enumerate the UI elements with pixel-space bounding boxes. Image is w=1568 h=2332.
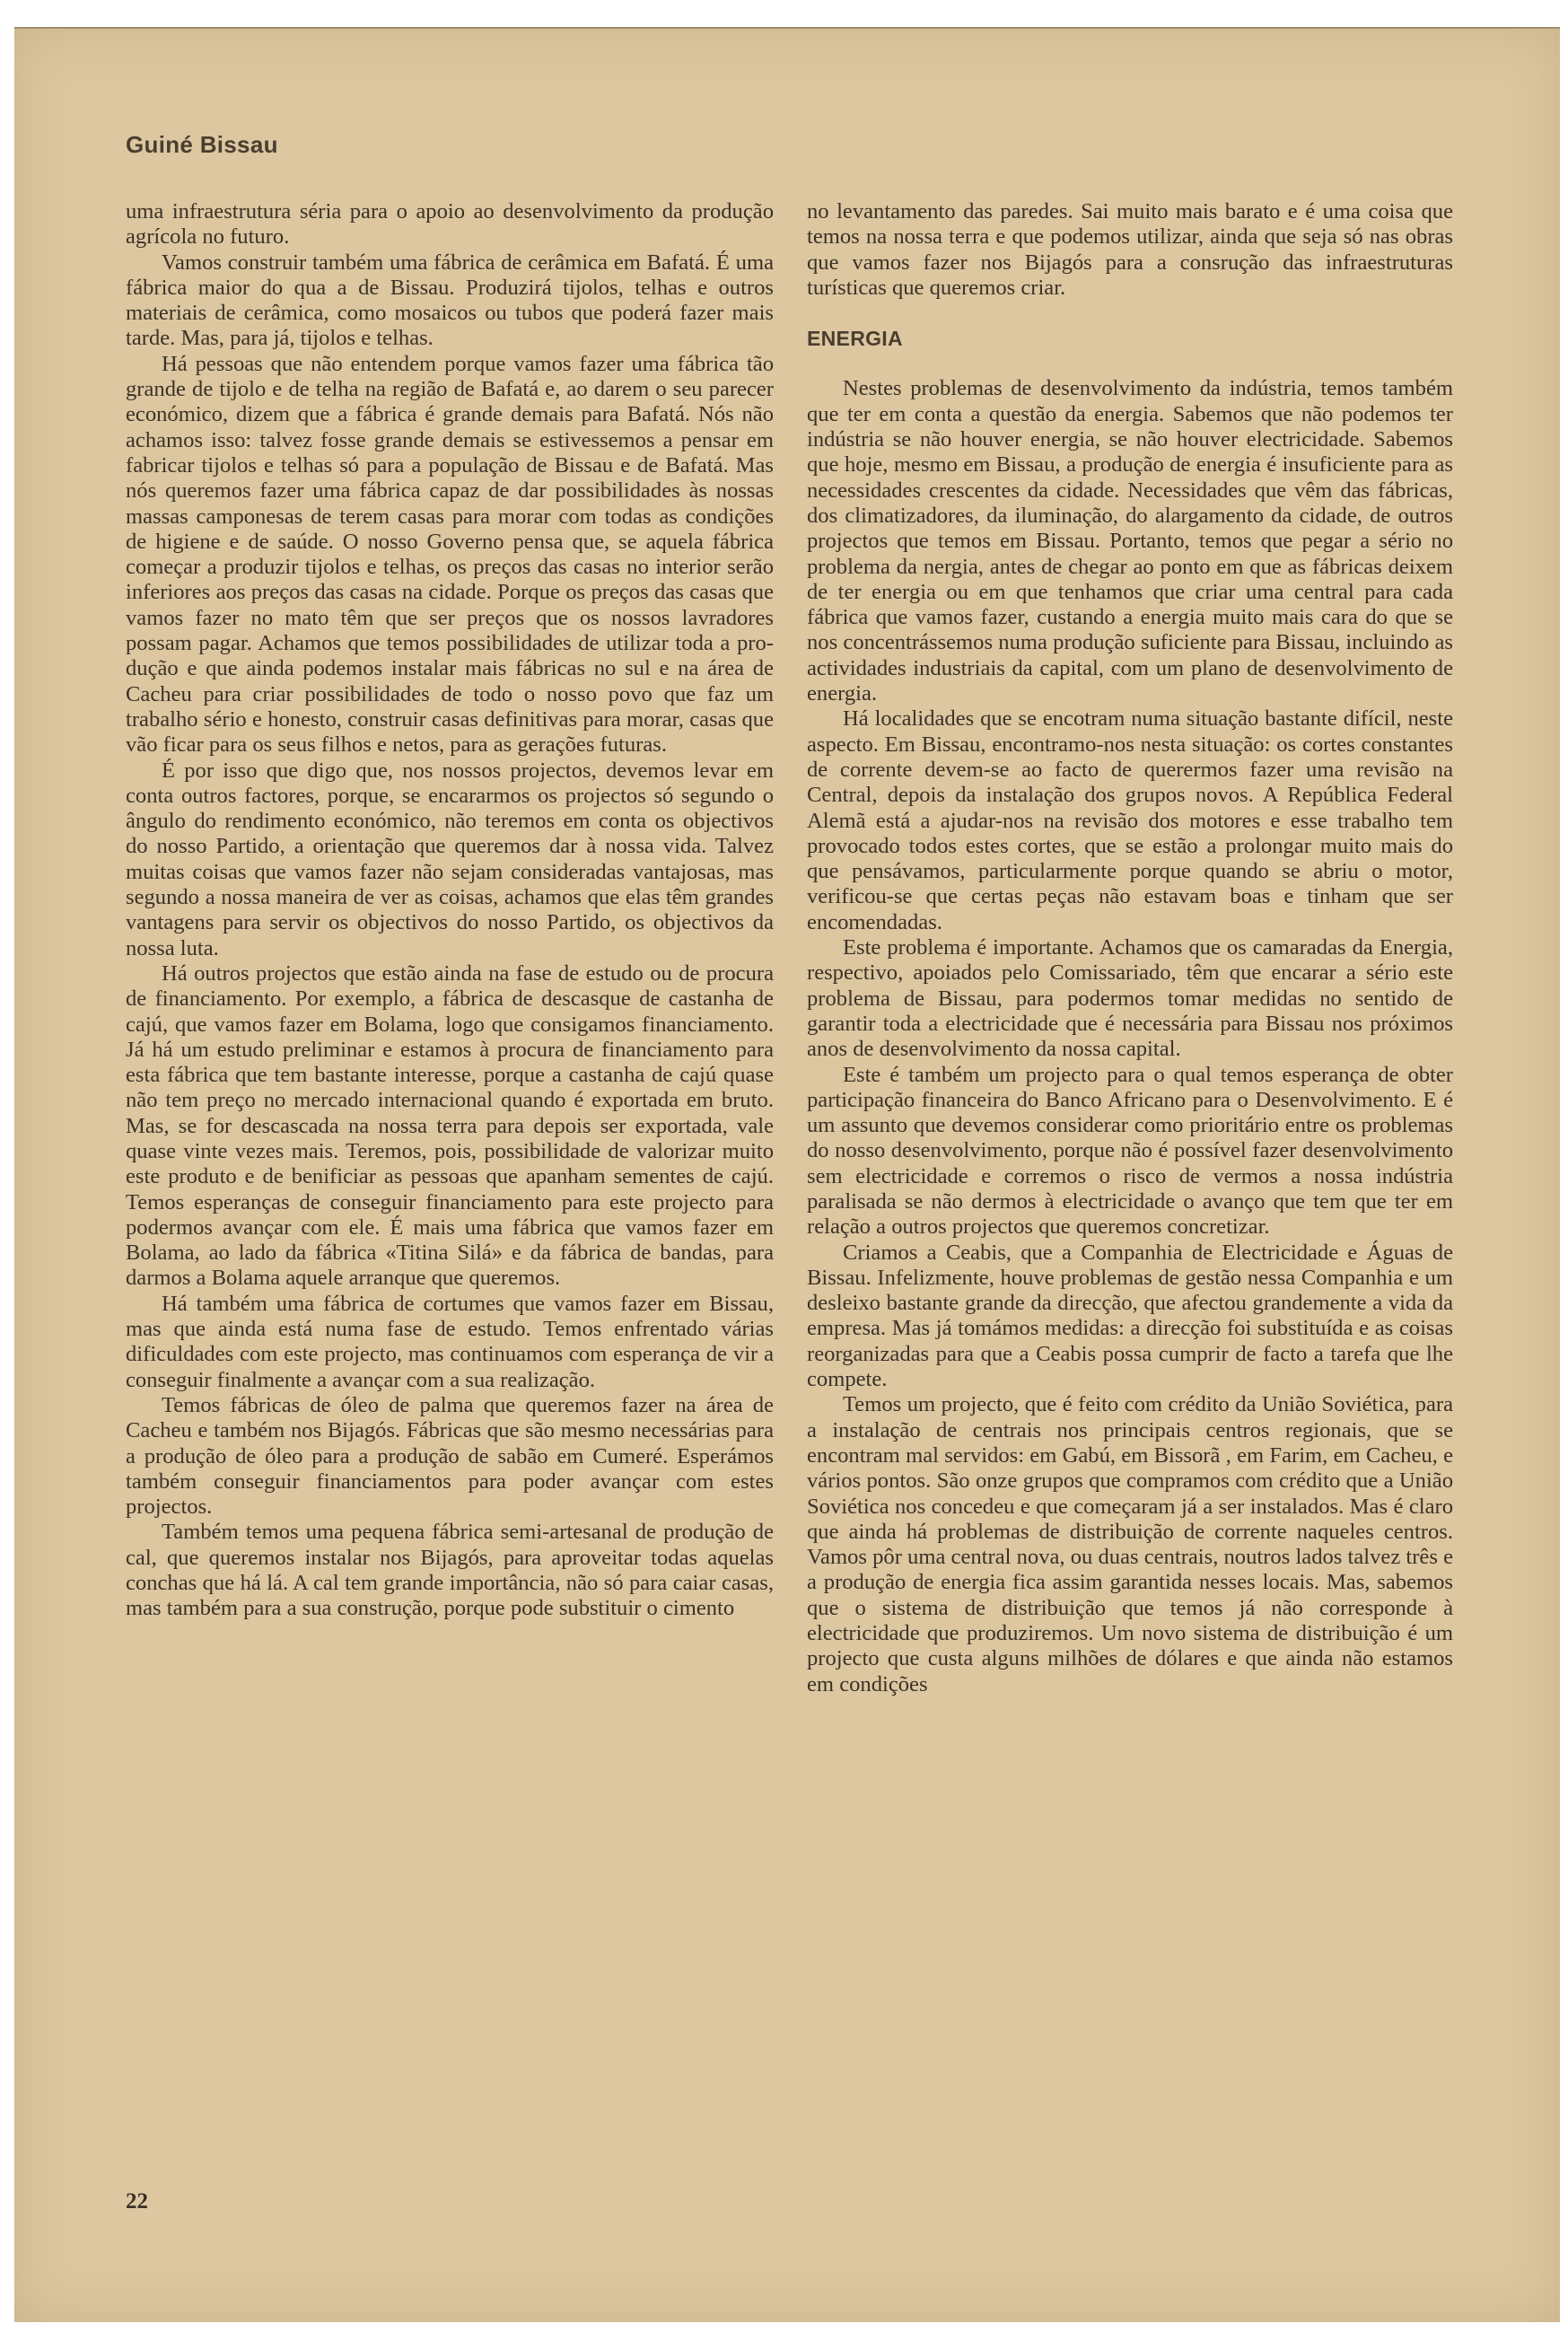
paragraph: É por isso que digo que, nos nossos projectos, devemos levar em conta outros factores, porque, se encararmos os projectos só segundo o ângulo do rendimento económico, não teremos em conta os objectivos do nosso Partido, a orientação que queremos dar à nossa vida. Talvez muitas coisas que vamos fazer não sejam consideradas vantajosas, mas segundo a nossa maneira de ver as coisas, achamos que elas têm grandes vantagens para servir os objectivos do nosso Partido, os objectivos da nossa luta. bbox=[126, 758, 774, 960]
paragraph: Temos um projecto, que é feito com crédito da União Soviética, para a instalação de centrais nos principais centros regionais, que se encontram mal servidos: em Gabú, em Bissorã , em Farim, em Cacheu, e vários pontos. São onze grupos que compramos com crédito que a União Soviética nos concedeu e que começaram já a ser instalados. Mas é claro que ainda há problemas de distribuição de corrente naqueles centros. Vamos pôr uma central nova, ou duas centrais, noutros lados talvez três e a produção de energia fica assim garantida nesses locais. Mas, sabemos que o sistema de distribuição que temos já não corresponde à electricidade que produziremos. Um novo sistema de distribuição é um projecto que custa alguns milhões de dólares e que ainda não estamos em condições bbox=[807, 1392, 1453, 1696]
paragraph: Este problema é importante. Achamos que os camaradas da Energia, respectivo, apoiados pelo Comissariado, têm que encarar a sério este problema de Bissau, para podermos tomar medidas no sentido de garantir toda a electricidade que é necessária para Bissau nos próximos anos de desenvolvimento da nossa capital. bbox=[807, 935, 1453, 1062]
paragraph: no levantamento das paredes. Sai muito mais barato e é uma coisa que temos na nossa terra e que podemos utilizar, ainda que seja só nas obras que vamos fazer nos Bijagós para a consrução das infraestruturas turísticas que queremos criar. bbox=[807, 199, 1453, 300]
section-heading: ENERGIA bbox=[807, 327, 903, 351]
paragraph: Temos fábricas de óleo de palma que queremos fazer na área de Cacheu e também nos Bijagós. Fábricas que são mesmo necessárias para a produção de óleo para a produção de sabão em Cumeré. Esperámos também conseguir financiamentos para poder avançar com estes projectos. bbox=[126, 1392, 774, 1520]
paragraph: Há localidades que se encotram numa situação bastante difícil, neste aspecto. Em Bissau, encontramo-nos nesta situação: os cortes constantes de corrente devem-se ao facto de querermos fazer uma revisão na Central, depois da instalação dos grupos novos. A República Federal Alemã está a ajudar-nos na revisão dos motores e esse trabalho tem provocado todos estes cortes, que se estão a prolongar muito mais do que pensávamos, particularmente porque quando se abriu o motor, verificou-se que certas peças não estavam boas e tinham que ser encomendadas. bbox=[807, 706, 1453, 934]
paragraph: Há pessoas que não entendem porque vamos fazer uma fábrica tão grande de tijolo e de telha na região de Bafatá e, ao darem o seu parecer económico, dizem que a fábrica é grande demais para Bafatá. Nós não achamos isso: talvez fosse grande demais se estivessemos a pensar em fabricar tijolos e telhas só para a população de Bissau e de Bafatá. Mas nós queremos fazer uma fábrica capaz de dar possibilidades às nossas massas camponesas de terem casas para morar com todas as condições de higiene e de saúde. O nosso Governo pensa que, se aquela fábrica começar a produzir tijolos e telhas, os preços das casas no interior serão inferiores aos preços das casas na cidade. Porque os preços das casas que vamos fazer no mato têm que ser preços que os nossos lavradores possam pagar. Achamos que temos possibilidades de utilizar toda a produção e que ainda podemos instalar mais fábricas no sul e na área de Cacheu para criar possibilidades de todo o nosso povo que faz um trabalho sério e honesto, construir casas definitivas para morar, casas que vão ficar para os seus filhos e netos, para as gerações futuras. bbox=[126, 351, 774, 758]
paragraph: Nestes problemas de desenvolvimento da indústria, temos também que ter em conta a questão da energia. Sabemos que não podemos ter indústria se não houver energia, se não houver electricidade. Sabemos que hoje, mesmo em Bissau, a produção de energia é insuficiente para as necessidades crescentes da cidade. Necessidades que vêm das fábricas, dos climatizadores, da iluminação, do alargamento da cidade, de outros projectos que temos em Bissau. Portanto, temos que pegar a sério no problema da nergia, antes de chegar ao ponto em que as fábricas deixem de ter energia ou em que tenhamos que criar uma central para cada fábrica que vamos fazer, custando a energia muito mais cara do que se nos concentrássemos numa produção suficiente para Bissau, incluindo as actividades industriais da capital, com um plano de desenvolvimento de energia. bbox=[807, 376, 1453, 706]
paragraph: Também temos uma pequena fábrica semi-artesanal de produção de cal, que queremos instalar nos Bijagós, para aproveitar todas aquelas conchas que há lá. A cal tem grande importância, não só para caiar casas, mas também para a sua construção, porque pode substituir o cimento bbox=[126, 1520, 774, 1621]
page-sheet bbox=[14, 27, 1560, 2322]
page-number: 22 bbox=[126, 2189, 148, 2214]
paragraph: Este é também um projecto para o qual temos esperança de obter participação financeira do Banco Africano para o Desenvolvimento. E é um assunto que devemos considerar como prioritário entre os problemas do nosso desenvolvimento, porque não é possível fazer desenvolvimento sem electricidade e corremos o risco de vermos a nossa indústria paralisada se não dermos à electricidade o avanço que tem que ter em relação a outros projectos que queremos concretizar. bbox=[807, 1062, 1453, 1240]
left-column bbox=[126, 199, 774, 1622]
paragraph: uma infraestrutura séria para o apoio ao desenvolvimento da produção agrícola no futuro. bbox=[126, 199, 774, 250]
paragraph: Há outros projectos que estão ainda na fase de estudo ou de procura de financiamento. Por exemplo, a fábrica de descasque de castanha de cajú, que vamos fazer em Bolama, logo que consigamos financiamento. Já há um estudo preliminar e estamos à procura de financiamento para esta fábrica que tem bastante interesse, porque a castanha de cajú quase não tem preço no mercado internacional quando é exportada em bruto. Mas, se for descascada na nossa terra para depois ser exportada, vale quase vinte vezes mais. Teremos, pois, possibilidade de valorizar muito este produto e de benificiar as pessoas que apanham sementes de cajú. Temos esperanças de conseguir financiamento para este projecto para podermos avançar com ele. É mais uma fábrica que vamos fazer em Bolama, ao lado da fábrica «Titina Silá» e da fábrica de bandas, para darmos a Bolama aquele arranque que queremos. bbox=[126, 960, 774, 1291]
paragraph: Criamos a Ceabis, que a Companhia de Electricidade e Águas de Bissau. Infelizmente, houve problemas de gestão nessa Companhia e um desleixo bastante grande da direcção, que afectou grandemente a vida da empresa. Mas já tomámos medidas: a direcção foi substituída e as coisas reorganizadas para que a Ceabis possa cumprir de facto a tarefa que lhe compete. bbox=[807, 1240, 1453, 1392]
right-column bbox=[807, 199, 1453, 1697]
running-header: Guiné Bissau bbox=[126, 131, 278, 158]
paragraph: Há também uma fábrica de cortumes que vamos fazer em Bissau, mas que ainda está numa fase de estudo. Temos enfrentado várias dificuldades com este projecto, mas continuamos com esperança de vir a conseguir finalmente a avançar com a sua realização. bbox=[126, 1291, 774, 1392]
paragraph: Vamos construir também uma fábrica de cerâmica em Bafatá. É uma fábrica maior do qua a de Bissau. Produzirá tijolos, telhas e outros materiais de cerâmica, como mosaicos ou tubos que poderá fazer mais tarde. Mas, para já, tijolos e telhas. bbox=[126, 250, 774, 351]
